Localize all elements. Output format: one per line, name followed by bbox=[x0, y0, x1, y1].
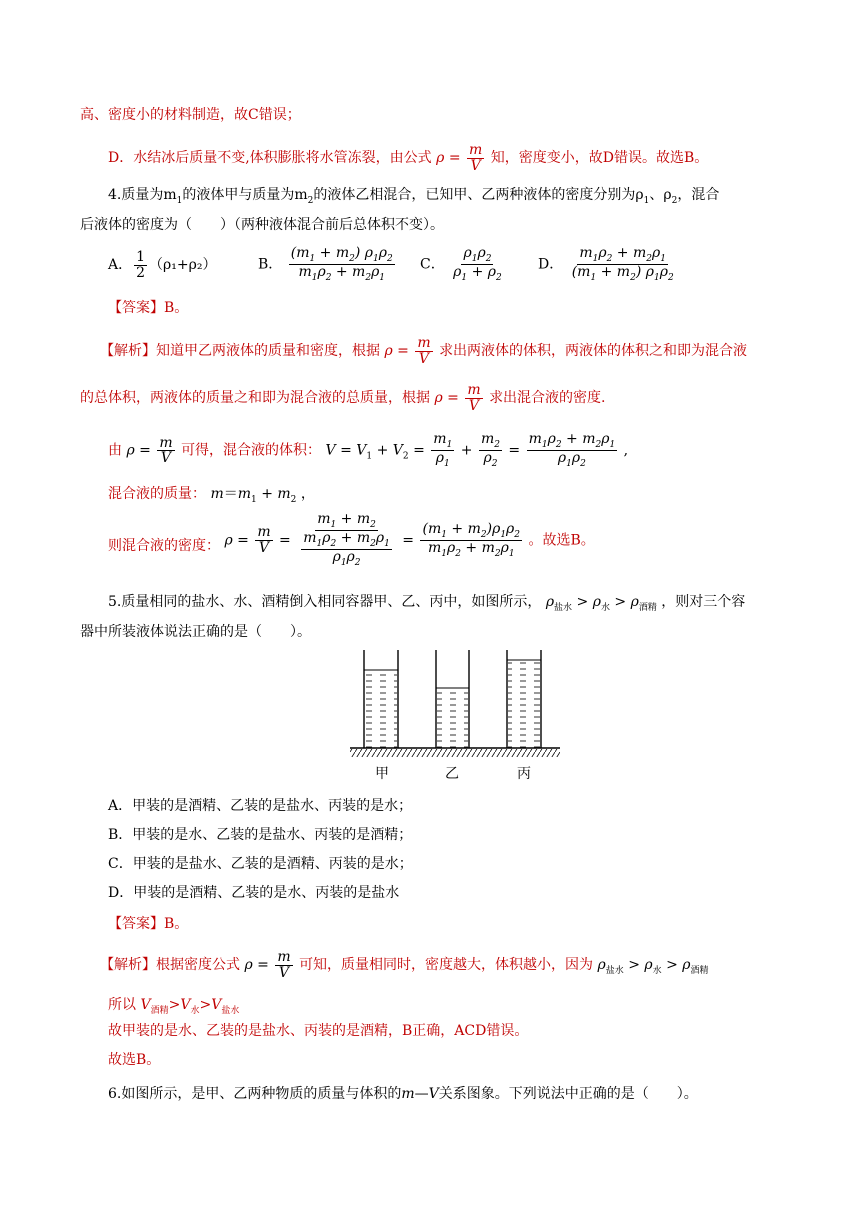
option-5a: A．甲装的是酒精、乙装的是盐水、丙装的是水； bbox=[108, 798, 413, 814]
analysis-line: 的总体积，两液体的质量之和即为混合液的总质量，根据 ρ = $\frac{m}{V}$ 求出混合液的密度. bbox=[80, 382, 606, 414]
option-b: B． $\frac{(m_1 + m_2) \rho_1\rho_2}{m_1\rho_2 + m_2\rho_1}$ bbox=[258, 245, 393, 284]
analysis-5-line4: 故选B。 bbox=[108, 1052, 161, 1068]
text-span: D．水结冰后质量不变,体积膨胀将水管冻裂，由公式 bbox=[108, 150, 432, 167]
container-yi bbox=[436, 650, 469, 748]
label-bing: 丙 bbox=[517, 766, 531, 782]
analysis-mass: 混合液的质量： $m=m_1 + m_2$ ， bbox=[108, 486, 315, 505]
option-d: D． $\frac{m_1\rho_2 + m_2\rho_1}{(m_1 + m_2) \rho_1\rho_2}$ bbox=[538, 245, 674, 284]
label-yi: 乙 bbox=[445, 766, 459, 782]
analysis-5-line3: 故甲装的是水、乙装的是盐水、丙装的是酒精，B正确，ACD错误。 bbox=[108, 1023, 529, 1039]
containers-figure bbox=[350, 648, 560, 786]
option-a: A． $\frac{1}{2}$ （ρ₁+ρ₂） bbox=[108, 249, 217, 281]
analysis-5: 【解析】根据密度公式 ρ = $\frac{m}{V}$ 可知，质量相同时，密度越大，体积越小，因为 $\rho_{盐水} > \rho_水 > \rho_{酒精}$ bbox=[100, 949, 709, 981]
option-5c: C．甲装的是盐水、乙装的是酒精、丙装的是水； bbox=[108, 856, 413, 872]
label-jia: 甲 bbox=[375, 766, 389, 782]
analysis-volume: 由 ρ = $\frac{m}{V}$ 可得，混合液的体积： $V = V_1 + V_2$ = $\frac{m_1}{\rho_1}$ + $\frac{m_2}{\rho_2}$ = $\frac{m_1\rho_2 + m_2\rho_1}{\rho_1\rho_2}$ , bbox=[108, 431, 629, 470]
analysis-line: 【解析】知道甲乙两液体的质量和密度，根据 ρ = $\frac{m}{V}$ 求出两液体的体积，两液体的体积之和即为混合液 bbox=[100, 335, 748, 367]
container-jia bbox=[364, 650, 398, 748]
option-5b: B．甲装的是水、乙装的是盐水、丙装的是酒精； bbox=[108, 827, 413, 843]
question-4: 4.质量为$m_1$的液体甲与质量为$m_2$的液体乙相混合，已知甲、乙两种液体的密度分别为$\rho_1$、$\rho_2$，混合 bbox=[108, 187, 720, 206]
text-span: 知，密度变小，故D错误。故选B。 bbox=[490, 150, 709, 167]
option-5d: D．甲装的是酒精、乙装的是水、丙装的是盐水 bbox=[108, 885, 400, 901]
analysis-density: 则混合液的密度： ρ = $\frac{m}{V}$ = $\frac{m_1 + m_2}{\frac{m_1\rho_2 + m_2\rho_1}{\rho_1\rho_2}}$ = $\frac{(m_1 + m_2)\rho_1\rho_2}{m_1\rho_2 + m_2\rho_1}$ 。故选B。 bbox=[108, 511, 595, 569]
question-4-line2: 后液体的密度为（ ）（两种液体混合前后总体积不变）。 bbox=[80, 217, 444, 233]
text-line: D．水结冰后质量不变,体积膨胀将水管冻裂，由公式 ρ = $\frac{m}{V}$ 知，密度变小，故D错误。故选B。 bbox=[108, 142, 709, 174]
question-5-line2: 器中所装液体说法正确的是（ ）。 bbox=[80, 624, 311, 640]
text-line: 高、密度小的材料制造，故C错误； bbox=[80, 107, 301, 123]
option-c: C． $\frac{\rho_1\rho_2}{\rho_1 + \rho_2}$ bbox=[420, 245, 502, 284]
analysis-5-line2: 所以 $V_{酒精}>V_水>V_{盐水}$ bbox=[108, 997, 240, 1016]
question-5: 5.质量相同的盐水、水、酒精倒入相同容器甲、乙、丙中，如图所示， $\rho_{盐水} > \rho_水 > \rho_{酒精}$ ，则对三个容 bbox=[108, 594, 746, 613]
answer: 【答案】B。 bbox=[108, 300, 189, 316]
answer-5: 【答案】B。 bbox=[108, 916, 189, 932]
question-6: 6.如图所示，是甲、乙两种物质的质量与体积的m—V关系图象。下列说法中正确的是（ ）。 bbox=[108, 1086, 698, 1102]
container-bing bbox=[507, 650, 541, 748]
